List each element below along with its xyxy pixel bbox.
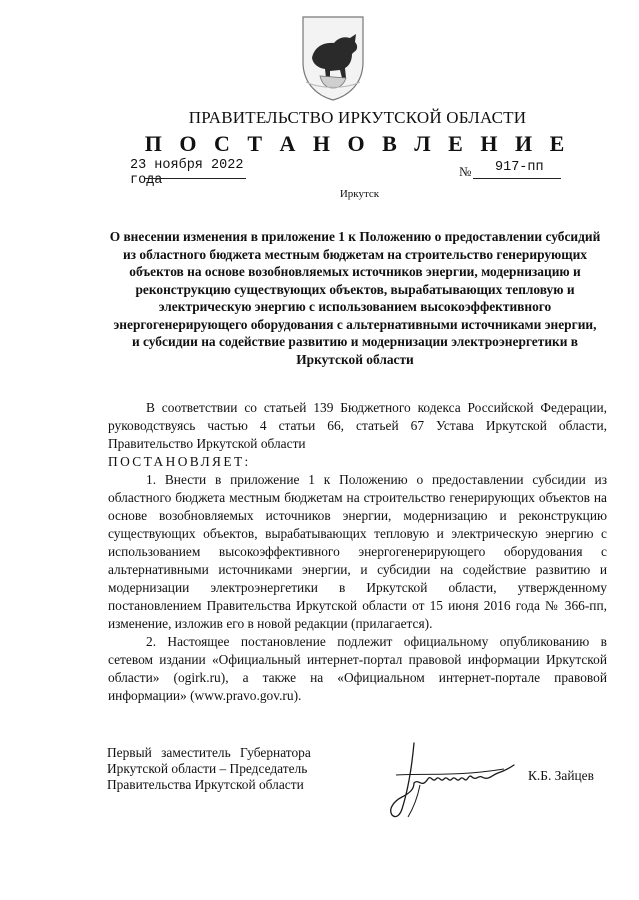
document-type: П О С Т А Н О В Л Е Н И Е xyxy=(144,131,571,156)
number-underline xyxy=(473,178,561,179)
signer-position xyxy=(107,745,311,793)
resolves-heading: ПОСТАНОВЛЯЕТ: xyxy=(108,454,251,469)
position-line-2: Иркутской области – Председатель xyxy=(107,761,308,776)
handwritten-signature xyxy=(384,735,524,820)
date-underline xyxy=(145,178,246,179)
coat-of-arms-icon xyxy=(300,14,366,102)
position-line-3: Правительства Иркутской области xyxy=(107,777,304,792)
number-sign: № xyxy=(459,164,472,179)
city: Иркутск xyxy=(339,188,380,200)
preamble-paragraph: В соответствии со статьей 139 Бюджетного кодекса Российской Федерации, руководствуясь частью 4 статьи 66, статьей 67 Устава Иркутской области, Правительство Иркутской области xyxy=(108,400,607,451)
item-2-paragraph: 2. Настоящее постановление подлежит официальному опубликованию в сетевом издании «Официальный интернет-портал правовой информации Иркутской области» (ogirk.ru), а также на «Официальном интернет-портале правовой информации» (www.pravo.gov.ru). xyxy=(108,634,607,703)
government-name: ПРАВИТЕЛЬСТВО ИРКУТСКОЙ ОБЛАСТИ xyxy=(188,108,527,127)
signer-name: К.Б. Зайцев xyxy=(528,768,594,783)
document-date: 23 ноября 2022 года xyxy=(130,158,244,188)
item-1-paragraph: 1. Внести в приложение 1 к Положению о предоставлении субсидии из областного бюджета местным бюджетам на строительство генерирующих объектов на основе возобновляемых источников энергии, модернизацию и реконструкцию существующих объектов, вырабатывающих тепловую и электрическую энергию с использованием высокоэффективного энергогенерирующего оборудования с альтернативными источниками энергии, и субсидии на содействие развитию и модернизации электроэнергетики в Иркутской области, утвержденному постановлением Правительства Иркутской области от 15 июня 2016 года № 366-пп, изменение, изложив его в новой редакции (прилагается). xyxy=(108,472,607,631)
document-title: О внесении изменения в приложение 1 к Положению о предоставлении субсидий из областного бюджета местным бюджетам на строительство генерирующих объектов на основе возобновляемых источников энергии, модернизацию и реконструкцию существующих объектов, вырабатывающих тепловую и электрическую энергию с использованием высокоэффективного энергогенерирующего оборудования с альтернативными источниками энергии, и субсидии на содействие развитию и модернизации электроэнергетики в Иркутской области xyxy=(109,229,601,367)
position-line-1: Первый заместитель Губернатора xyxy=(107,745,311,760)
document-body xyxy=(108,399,607,705)
document-number: 917-пп xyxy=(495,160,544,175)
